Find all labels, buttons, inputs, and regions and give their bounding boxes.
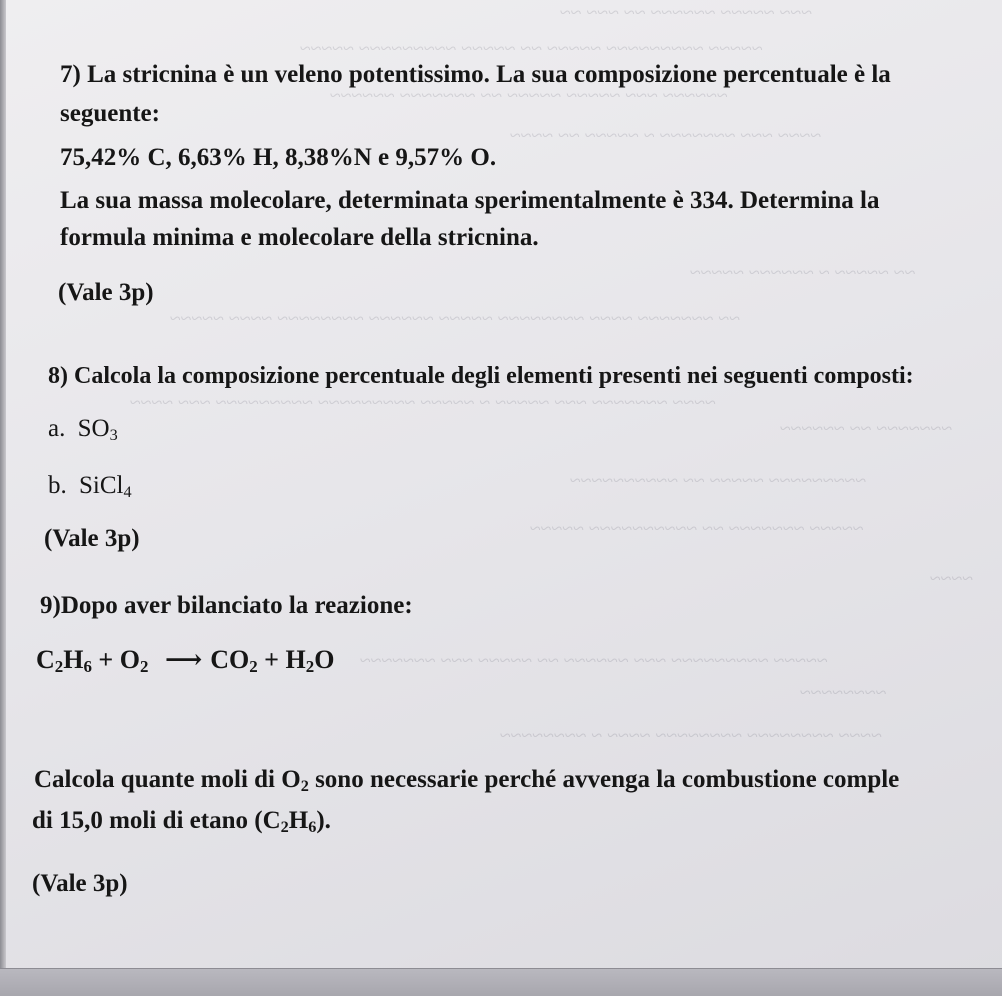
exercise-7-line-3: La sua massa molecolare, determinata sperimentalmente è 334. Determina la (60, 187, 880, 214)
item-b-formula: SiCl$_4$ (79, 472, 132, 502)
show-through-text: ~~ ~~~~~~~ ~~~~ ~~~~~~~~ ~~~~~ ~~~~~~ ~~~~~~~~ ~~~~ ~~~~~ (170, 308, 741, 330)
page-edge (0, 0, 6, 996)
exercise-8-item-b (48, 471, 132, 501)
item-b-label: b. (48, 472, 67, 499)
show-through-text: ~~~~~~~~ (800, 682, 887, 704)
show-through-text: ~~~~~ ~~~~~~~~~ ~~~~~ ~~ ~~~~~ ~~~~~~~~~ ~~~~~ (300, 38, 763, 60)
item-a-label: a. (48, 415, 66, 442)
reaction-equation: $C_2H_6 + O_2$ ⟶ $CO_2 + H_2O$ (36, 645, 335, 677)
show-through-text: ~~~~ ~~~~~~~~ ~~~~~~~~ ~~~~ ~ ~~~~~~~~ (500, 725, 883, 747)
exercise-9-question-line-2: di 15,0 moli di etano $(C_2H_6)$. (32, 807, 331, 837)
show-through-text: ~~~~~~~~~ ~~~~~ ~~ ~~~~~~~~~~ (570, 470, 867, 492)
exercise-7-line-4: formula minima e molecolare della stricnina. (60, 224, 539, 251)
show-through-text: ~~~~ ~~~ ~~~~~~~ ~ ~~~~~ ~~ ~~~~ (510, 125, 822, 147)
page-bottom-edge (0, 968, 1002, 996)
exercise-7-points: (Vale 3p) (58, 279, 154, 306)
exercise-9-title: 9)Dopo aver bilanciato la reazione: (40, 592, 413, 619)
exercise-8-points: (Vale 3p) (44, 525, 140, 552)
show-through-text: ~~~ ~~~~~ ~~~~~~ ~~ ~~~ ~~ (560, 2, 813, 24)
reaction-arrow: ⟶ (164, 645, 203, 674)
show-through-text: ~~~~ ~~~~~~~ ~~~ ~~~~~ ~ ~~~~~ ~~~~~~~~~ ~~~~~~~~~ ~~~ ~~~~ (130, 392, 717, 414)
show-through-text: ~~ ~~~~~ ~ ~~~~~~ ~~~~~ (690, 262, 916, 284)
exercise-8-item-a (48, 414, 118, 444)
show-through-text: ~~~~~ ~~~~~~~ ~~ ~~~~~~~~~~ ~~~~~ (530, 518, 864, 540)
show-through-text: ~~~~ (930, 568, 974, 590)
exercise-8-title: 8) Calcola la composizione percentuale degli elementi presenti nei seguenti composti: (48, 363, 914, 389)
show-through-text: ~~~~~~~ ~~ ~~~~~~ (780, 418, 953, 440)
exercise-9-question-line-1: Calcola quante moli di $O_2$ sono necessarie perché avvenga la combustione comple (34, 766, 900, 796)
show-through-text: ~~~~~ ~~~~~~~~~ ~~~ ~~~~~~ ~~ ~~~~~ ~~~ ~~~~~~~ (360, 650, 828, 672)
exercise-9-points: (Vale 3p) (32, 870, 128, 897)
show-through-text: ~~~~~~ ~~~ ~~~~~ ~~~~~ ~~ ~~~~~~~ ~~~~~~ (330, 85, 728, 107)
exercise-7-composition: 75,42% C, 6,63% H, 8,38%N e 9,57% O. (60, 144, 497, 171)
item-a-formula: $SO_3$ (77, 415, 118, 445)
exercise-7-line-1: 7) La stricnina è un veleno potentissimo. La sua composizione percentuale è la (60, 61, 891, 88)
exercise-7-line-2: seguente: (60, 100, 160, 127)
